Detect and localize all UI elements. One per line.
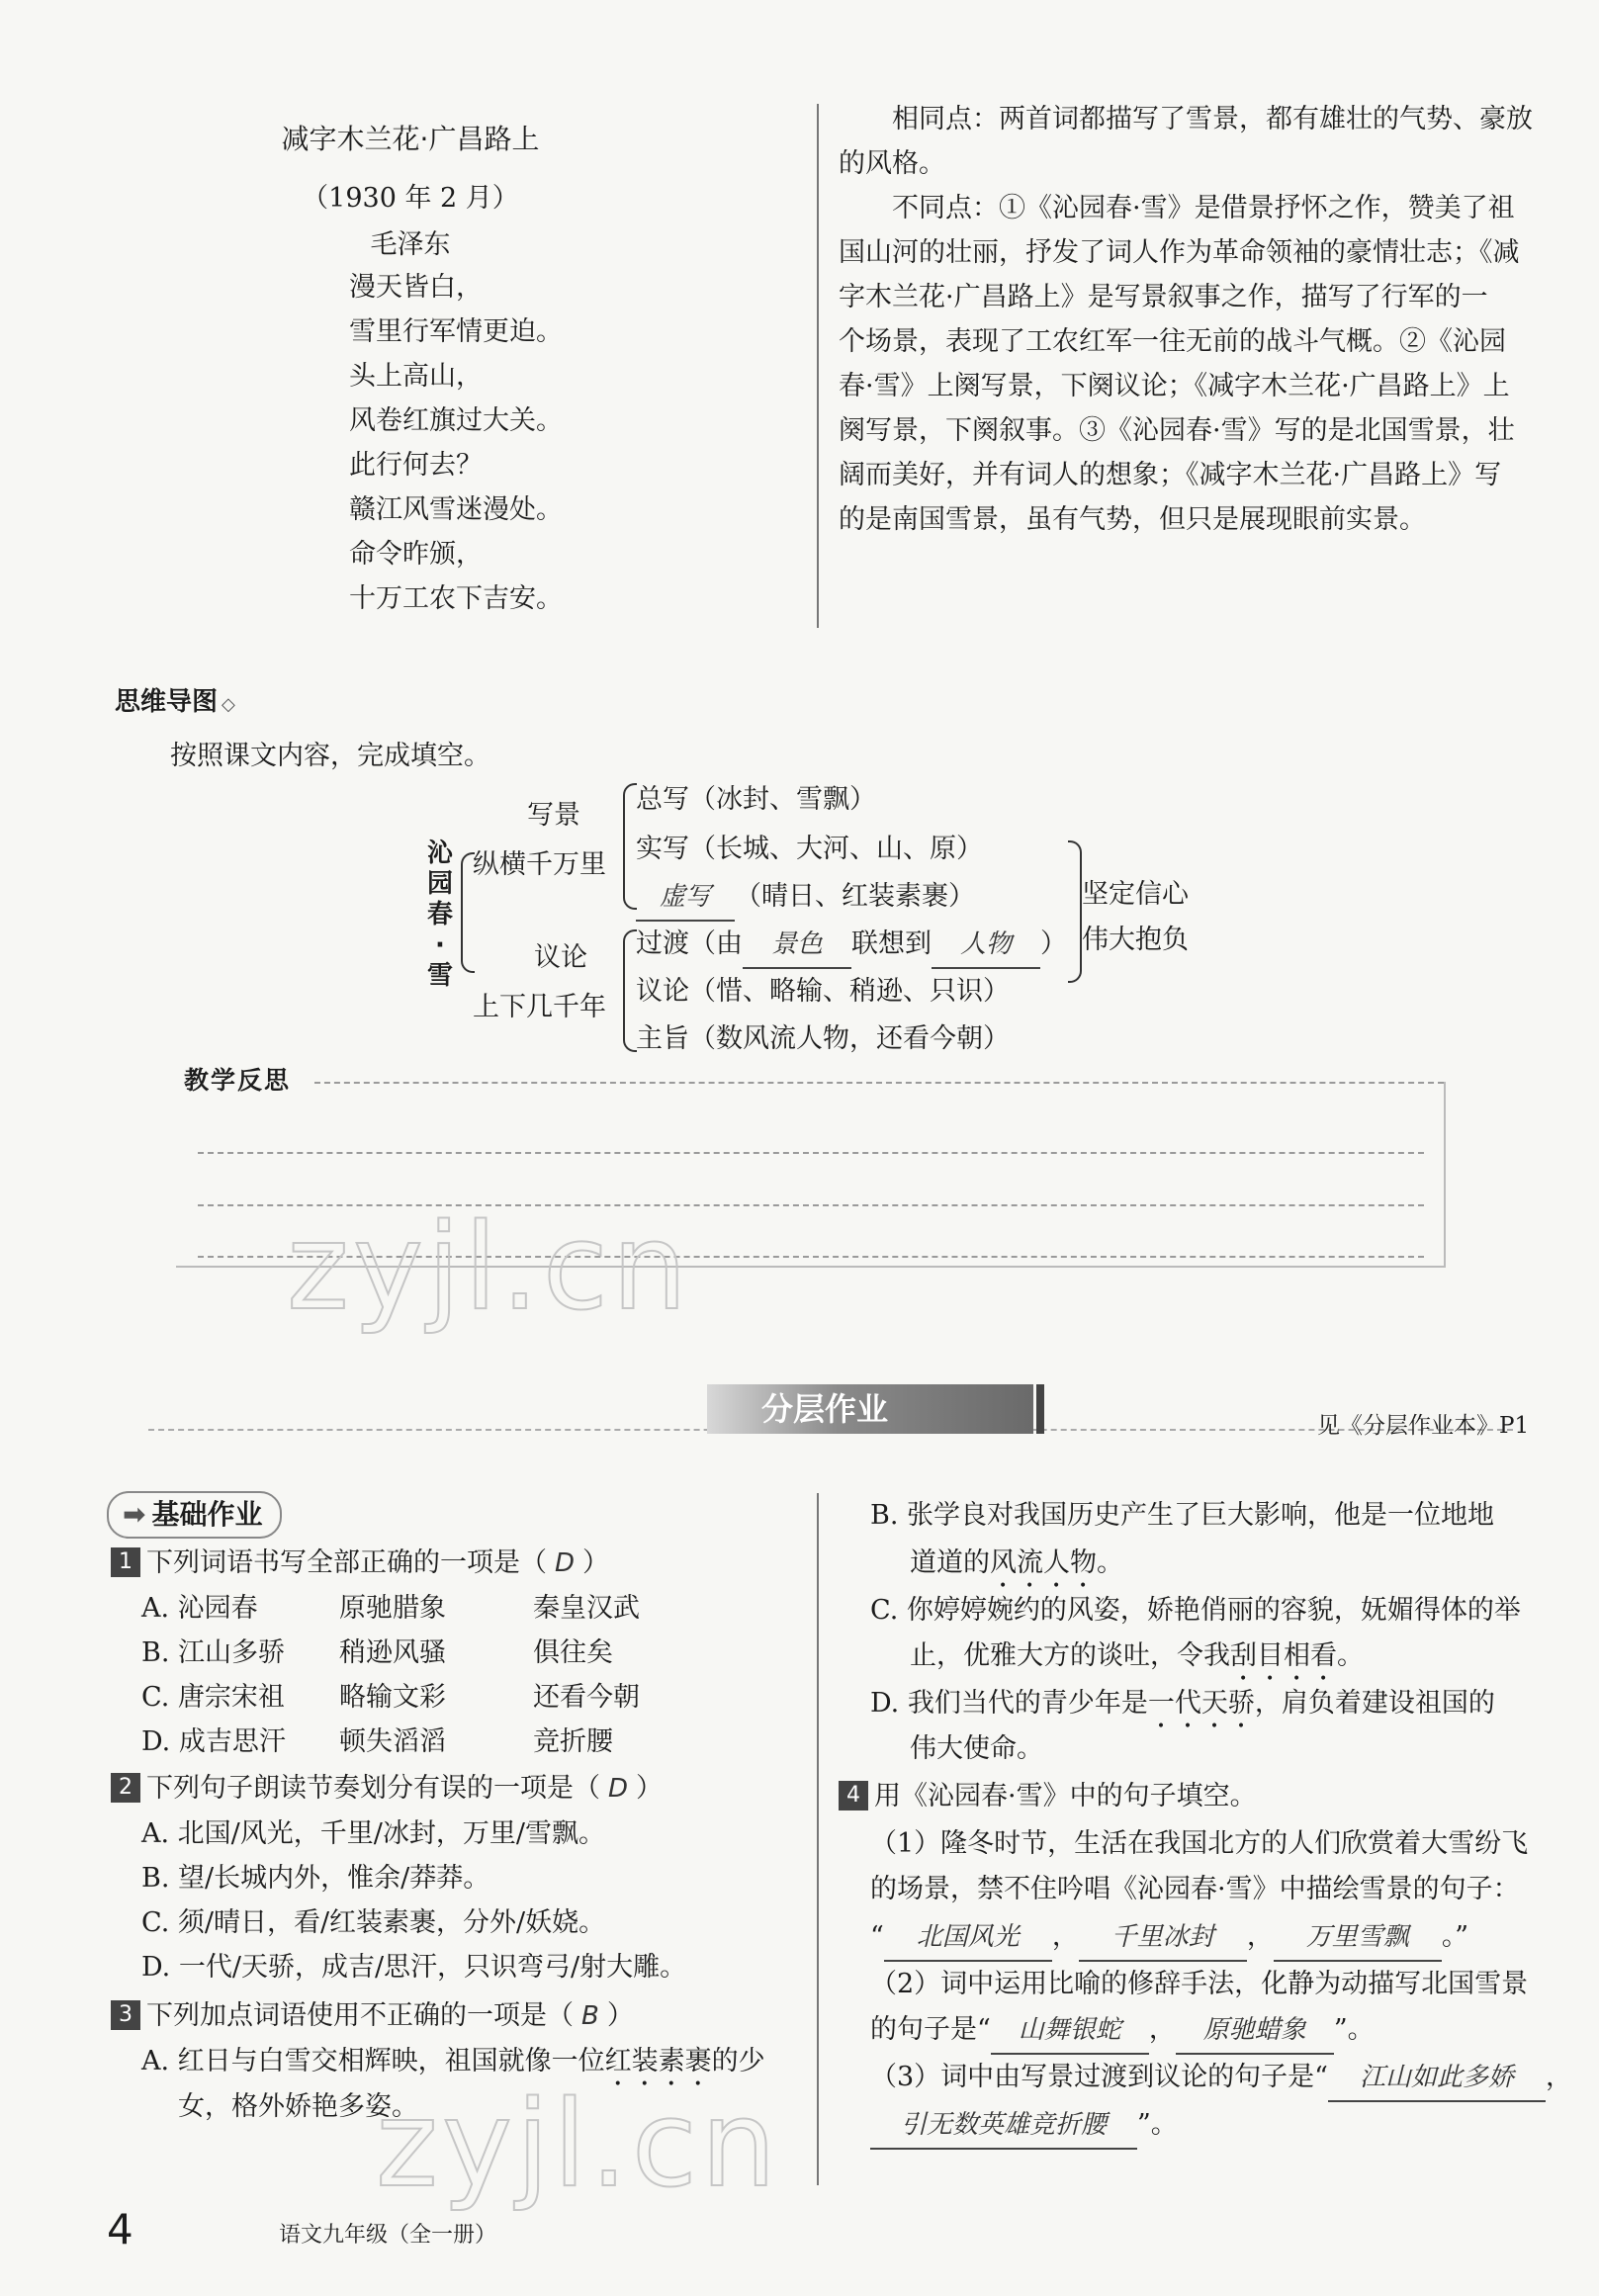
compare-line: 的风格。 [839, 148, 945, 179]
option-row: B. 江山多骄 稍逊风骚 俱往矣 [141, 1637, 613, 1668]
poem-title: 减字木兰花·广昌路上 [281, 123, 540, 155]
q3-option-c: C. 你婷婷婉约的风姿，娇艳俏丽的容貌，妩媚得体的举 [870, 1595, 1521, 1626]
option: B. 望/长城内外，惟余/莽莽。 [141, 1863, 490, 1894]
q4-part1-cont: 的场景，禁不住吟唱《沁园春·雪》中描绘雪景的句子： [870, 1874, 1520, 1904]
banner-label: 分层作业 [761, 1390, 889, 1428]
poem-line: 十万工农下吉安。 [349, 583, 563, 614]
argue-label: 议论 [534, 942, 587, 973]
answer-blank: 千里冰封 [1079, 1915, 1247, 1962]
compare-line: 的是南国雪景，虽有气势，但只是展现眼前实景。 [839, 504, 1426, 535]
reflection-label: 教学反思 [184, 1066, 292, 1095]
column-divider [817, 104, 819, 628]
poem-line: 风卷红旗过大关。 [349, 405, 563, 436]
poem-author: 毛泽东 [370, 229, 451, 260]
option-row: C. 唐宗宋祖 略输文彩 还看今朝 [141, 1682, 640, 1713]
question-number: 3 [111, 2000, 140, 2030]
mindmap-item: 总写（冰封、雪飘） [636, 784, 876, 815]
q3-option-d-cont: 伟大使命。 [910, 1733, 1043, 1764]
compare-line: 阕写景，下阕叙事。③《沁园春·雪》写的是北国雪景，壮 [839, 415, 1515, 446]
compare-line: 阔而美好，并有词人的想象；《减字木兰花·广昌路上》写 [839, 460, 1502, 490]
mindmap-item: 议论（惜、略输、稍逊、只识） [636, 976, 1010, 1007]
answer-blank: 景色 [743, 923, 851, 969]
answer: B [581, 2001, 599, 2031]
poem-line: 头上高山， [349, 361, 483, 392]
q4-part3-cont: 引无数英雄竞折腰 ”。 [870, 2102, 1178, 2150]
q3-stem: 3 下列加点词语使用不正确的一项是（ B ） [111, 1993, 634, 2039]
option: D. 一代/天骄，成吉/思汗，只识弯弓/射大雕。 [141, 1952, 687, 1983]
poem-line: 漫天皆白， [349, 272, 483, 303]
answer-blank: 万里雪飘 [1274, 1915, 1442, 1962]
q3-option-a: A. 红日与白雪交相辉映，祖国就像一位红装素裹的少 [141, 2046, 765, 2076]
right-brace [1068, 840, 1082, 983]
answer: D [555, 1548, 576, 1578]
reflection-line [198, 1152, 1424, 1154]
answer-blank: 原驰蜡象 [1176, 2008, 1334, 2055]
option-row: D. 成吉思汗 顿失滔滔 竞折腰 [141, 1726, 613, 1757]
mindmap-item: 虚写 （晴日、红装素裹） [636, 874, 975, 922]
answer-blank: 江山如此多娇 [1328, 2056, 1546, 2102]
q3-option-b: B. 张学良对我国历史产生了巨大影响，他是一位地地 [870, 1500, 1495, 1531]
mindmap-result: 坚定信心 [1082, 879, 1189, 910]
poem-line: 雪里行军情更迫。 [349, 316, 563, 347]
question-number: 2 [111, 1773, 140, 1803]
q3-option-c-cont: 止，优雅大方的谈吐，令我刮目相看。 [910, 1640, 1364, 1671]
poem-line: 赣江风雪迷漫处。 [349, 494, 563, 525]
argue-brace [623, 929, 637, 1052]
banner-ref: 见《分层作业本》P1 [1317, 1413, 1530, 1439]
compare-line: 国山河的壮丽，抒发了词人作为革命领袖的豪情壮志；《减 [839, 237, 1520, 268]
q1-options [141, 1586, 640, 1764]
q2-stem: 2 下列句子朗读节奏划分有误的一项是（ D ） [111, 1766, 663, 1811]
argue-sub: 上下几千年 [473, 992, 606, 1022]
q3-option-a-cont: 女，格外娇艳多姿。 [178, 2091, 418, 2122]
mindmap-result: 伟大抱负 [1082, 925, 1189, 955]
mindmap-heading: 思维导图 ◇ [115, 687, 235, 717]
mindmap-item: 实写（长城、大河、山、原） [636, 834, 983, 864]
q4-part1: （1）隆冬时节，生活在我国北方的人们欣赏着大雪纷飞 [870, 1828, 1529, 1859]
scene-brace [623, 783, 637, 910]
poem-lines [349, 265, 563, 621]
watermark: zyjl.cn [287, 1199, 691, 1337]
diamond-icon: ◇ [222, 694, 235, 715]
poem-date: （1930 年 2 月） [302, 183, 519, 214]
answer-blank: 虚写 [636, 875, 735, 922]
banner-bar [1036, 1384, 1044, 1434]
answer-blank: 引无数英雄竞折腰 [870, 2103, 1137, 2150]
q3-option-b-cont: 道道的风流人物。 [910, 1547, 1123, 1578]
option: A. 北国/风光，千里/冰封，万里/雪飘。 [141, 1818, 605, 1849]
q2-options [141, 1811, 686, 1989]
answer-blank: 北国风光 [884, 1915, 1052, 1962]
page-number: 4 [107, 2205, 133, 2253]
answer-blank: 人物 [932, 923, 1040, 969]
q4-part2-cont: 的句子是“ 山舞银蛇 ， 原驰蜡象 ”。 [870, 2007, 1375, 2055]
scene-label: 写景 [527, 800, 580, 831]
comparison-text [839, 97, 1531, 542]
basic-heading: ➡ 基础作业 [107, 1491, 282, 1539]
compare-line: 不同点：①《沁园春·雪》是借景抒怀之作，赞美了祖 [892, 193, 1515, 223]
q4-stem: 4 用《沁园春·雪》中的句子填空。 [839, 1774, 1257, 1818]
poem-line: 此行何去？ [349, 450, 483, 481]
option: C. 须/晴日，看/红装素裹，分外/妖娆。 [141, 1907, 606, 1938]
poem-line: 命令昨颁， [349, 539, 483, 570]
compare-line: 春·雪》上阕写景，下阕议论；《减字木兰花·广昌路上》上 [839, 371, 1510, 401]
option-row: A. 沁园春 原驰腊象 秦皇汉武 [141, 1593, 640, 1624]
q4-part2: （2）词中运用比喻的修辞手法，化静为动描写北国雪景 [870, 1969, 1529, 1999]
mindmap-instruction: 按照课文内容，完成填空。 [170, 741, 490, 771]
compare-line: 字木兰花·广昌路上》是写景叙事之作，描写了行军的一 [839, 282, 1488, 312]
answer: D [608, 1774, 629, 1804]
column-divider [817, 1493, 819, 2185]
question-number: 4 [839, 1781, 868, 1810]
q3-option-d: D. 我们当代的青少年是一代天骄，肩负着建设祖国的 [870, 1688, 1495, 1719]
arrow-icon: ➡ [123, 1498, 146, 1531]
scene-sub: 纵横千万里 [473, 849, 606, 880]
q4-part3: （3）词中由写景过渡到议论的句子是“ 江山如此多娇 ， [870, 2055, 1572, 2102]
q1-stem: 1 下列词语书写全部正确的一项是（ D ） [111, 1541, 609, 1586]
book-title: 语文九年级（全一册） [279, 2223, 497, 2248]
compare-line: 个场景，表现了工农红军一往无前的战斗气概。②《沁园 [839, 326, 1506, 357]
question-number: 1 [111, 1547, 140, 1577]
answer-blank: 山舞银蛇 [991, 2008, 1149, 2055]
reflection-topline [314, 1082, 1444, 1084]
watermark: zyjl.cn [376, 2076, 780, 2214]
mindmap-root: 沁 园 春 · 雪 [426, 839, 453, 991]
compare-line: 相同点：两首词都描写了雪景，都有雄壮的气势、豪放 [892, 104, 1533, 134]
q4-part1-answers: “ 北国风光 ， 千里冰封 ， 万里雪飘 。” [870, 1914, 1468, 1962]
mindmap-item: 过渡（由 景色 联想到 人物 ） [636, 922, 1067, 969]
mindmap-item: 主旨（数风流人物，还看今朝） [636, 1023, 1010, 1054]
